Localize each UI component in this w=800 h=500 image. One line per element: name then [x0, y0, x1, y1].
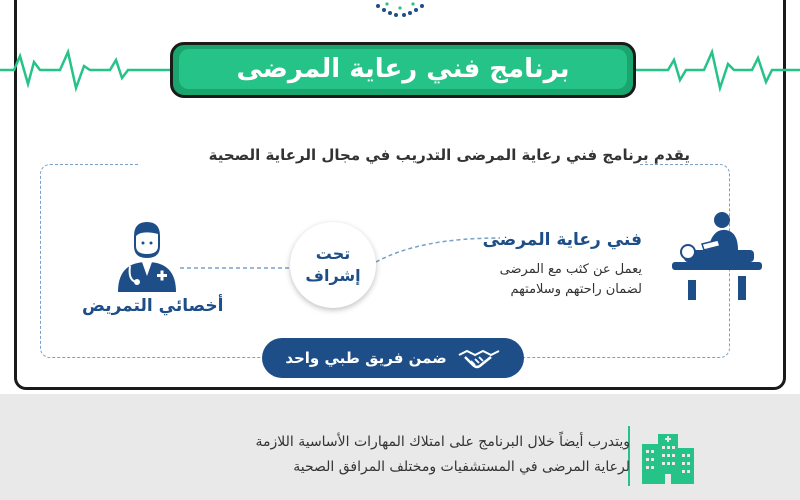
footer-text [255, 430, 630, 480]
hospital-icon [640, 430, 696, 486]
patient-care-icon [672, 210, 764, 302]
page-title: برنامج فني رعاية المرضى [179, 49, 627, 89]
handshake-icon [457, 345, 501, 371]
footer-line1: ويتدرب أيضاً خلال البرنامج على امتلاك المهارات الأساسية اللازمة [255, 434, 630, 450]
team-badge [262, 338, 524, 378]
intro-text: يقدم برنامج فني رعاية المرضى التدريب في مجال الرعاية الصحية [208, 146, 690, 164]
nurse-title: أخصائي التمريض [82, 296, 224, 316]
footer-line2: لرعاية المرضى في المستشفيات ومختلف المرافق الصحية [293, 459, 630, 475]
technician-title: فني رعاية المرضى [482, 230, 642, 250]
technician-description-line2: لضمان راحتهم وسلامتهم [510, 282, 642, 297]
team-label: ضمن فريق طبي واحد [285, 349, 447, 367]
supervision-circle [290, 222, 376, 308]
supervision-line2: إشراف [305, 266, 361, 285]
nurse-icon [112, 220, 182, 292]
technician-description-line1: يعمل عن كثب مع المرضى [499, 262, 642, 277]
supervision-line1: تحت [315, 244, 351, 263]
